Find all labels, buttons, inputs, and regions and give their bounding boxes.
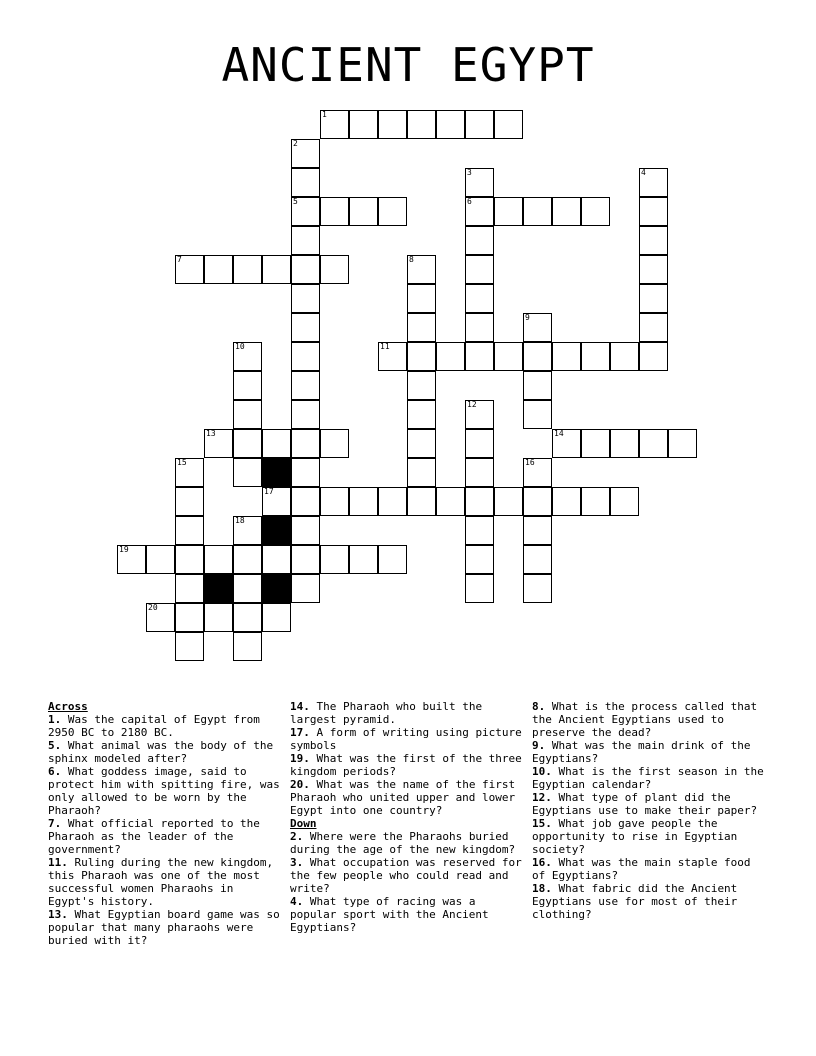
clue-item-text: What occupation was reserved for the few people who could read and write? (290, 856, 522, 895)
clue-item-number: 7. (48, 817, 62, 830)
grid-cell[interactable] (610, 487, 639, 516)
clue-item-text: What Egyptian board game was so popular that many pharaohs were buried with it? (48, 908, 280, 947)
clue-item-number: 12. (532, 791, 552, 804)
grid-cell[interactable] (639, 429, 668, 458)
grid-cell[interactable] (320, 197, 349, 226)
grid-cell[interactable] (552, 487, 581, 516)
page-title: ANCIENT EGYPT (221, 38, 595, 92)
clue-item-text: Where were the Pharaohs buried during the age of the new kingdom? (290, 830, 516, 856)
grid-cell[interactable] (465, 284, 494, 313)
grid-cell[interactable] (407, 371, 436, 400)
grid-cell[interactable] (639, 342, 668, 371)
grid-cell[interactable] (465, 197, 494, 226)
clue-item-number: 15. (532, 817, 552, 830)
grid-cell[interactable] (465, 487, 494, 516)
down-clue-list (290, 830, 526, 934)
clue-item-text: What is the first season in the Egyptian calendar? (532, 765, 764, 791)
grid-cell[interactable] (639, 255, 668, 284)
clues-column-1 (48, 700, 284, 947)
clue-item (290, 830, 526, 856)
grid-cell[interactable] (436, 342, 465, 371)
clue-number: 11 (380, 342, 390, 351)
grid-cell[interactable] (291, 226, 320, 255)
grid-cell[interactable] (465, 313, 494, 342)
grid-cell[interactable] (552, 342, 581, 371)
clue-number: 4 (641, 168, 646, 177)
clue-item-number: 9. (532, 739, 546, 752)
grid-cell[interactable] (465, 458, 494, 487)
clue-item-text: What is the process called that the Ancient Egyptians used to preserve the dead? (532, 700, 758, 739)
grid-cell[interactable] (581, 429, 610, 458)
clue-item-text: A form of writing using picture symbols (290, 726, 522, 752)
clue-item-text: What type of racing was a popular sport with the Ancient Egyptians? (290, 895, 489, 934)
clue-item-text: The Pharaoh who built the largest pyramid. (290, 700, 483, 726)
grid-cell[interactable] (204, 255, 233, 284)
grid-cell[interactable] (349, 110, 378, 139)
clue-item-text: What was the main drink of the Egyptians? (532, 739, 751, 765)
across-heading: Across (48, 700, 88, 713)
clue-item-text: What was the first of the three kingdom periods? (290, 752, 522, 778)
clue-number: 1 (322, 110, 327, 119)
clue-item (48, 765, 284, 817)
grid-cell[interactable] (407, 313, 436, 342)
grid-cell[interactable] (320, 487, 349, 516)
grid-block-cell (262, 516, 291, 545)
clue-item-text: What was the main staple food of Egyptians? (532, 856, 751, 882)
grid-cell[interactable] (639, 197, 668, 226)
grid-cell[interactable] (523, 371, 552, 400)
grid-cell[interactable] (668, 429, 697, 458)
grid-cell[interactable] (378, 197, 407, 226)
grid-cell[interactable] (349, 487, 378, 516)
clue-item (532, 791, 768, 817)
clue-number: 7 (177, 255, 182, 264)
grid-cell[interactable] (291, 139, 320, 168)
clue-item (290, 895, 526, 934)
clue-number: 13 (206, 429, 216, 438)
grid-cell[interactable] (639, 168, 668, 197)
clue-item-number: 3. (290, 856, 304, 869)
grid-cell[interactable] (523, 197, 552, 226)
grid-cell[interactable] (262, 255, 291, 284)
grid-cell[interactable] (523, 342, 552, 371)
clue-item (532, 817, 768, 856)
grid-cell[interactable] (523, 458, 552, 487)
grid-cell[interactable] (175, 574, 204, 603)
grid-cell[interactable] (349, 545, 378, 574)
grid-cell[interactable] (291, 487, 320, 516)
grid-cell[interactable] (378, 342, 407, 371)
clue-item-number: 18. (532, 882, 552, 895)
grid-cell[interactable] (378, 110, 407, 139)
clue-item-text: What fabric did the Ancient Egyptians use for most of their clothing? (532, 882, 738, 921)
grid-cell[interactable] (523, 313, 552, 342)
clue-item-number: 8. (532, 700, 546, 713)
across-clue-list (48, 713, 284, 947)
clue-item-number: 4. (290, 895, 304, 908)
grid-cell[interactable] (291, 545, 320, 574)
grid-cell[interactable] (175, 516, 204, 545)
grid-cell[interactable] (465, 110, 494, 139)
grid-cell[interactable] (465, 400, 494, 429)
clue-item-text: What official reported to the Pharaoh as the leader of the government? (48, 817, 260, 856)
grid-cell[interactable] (465, 545, 494, 574)
grid-cell[interactable] (175, 487, 204, 516)
grid-cell[interactable] (146, 545, 175, 574)
grid-cell[interactable] (494, 110, 523, 139)
grid-cell[interactable] (175, 632, 204, 661)
grid-cell[interactable] (320, 110, 349, 139)
grid-cell[interactable] (233, 632, 262, 661)
clue-item-text: Ruling during the new kingdom, this Pharaoh was one of the most successful women Pharaohs in Egypt's history. (48, 856, 274, 908)
clue-number: 3 (467, 168, 472, 177)
grid-cell[interactable] (233, 574, 262, 603)
grid-cell[interactable] (378, 487, 407, 516)
clue-number: 5 (293, 197, 298, 206)
grid-cell[interactable] (436, 110, 465, 139)
clue-item-number: 19. (290, 752, 310, 765)
clue-item-number: 2. (290, 830, 304, 843)
grid-cell[interactable] (291, 371, 320, 400)
clue-number: 12 (467, 400, 477, 409)
grid-cell[interactable] (523, 487, 552, 516)
clue-item (48, 713, 284, 739)
grid-cell[interactable] (233, 342, 262, 371)
grid-cell[interactable] (175, 458, 204, 487)
clue-item-text: Was the capital of Egypt from 2950 BC to 2180 BC. (48, 713, 260, 739)
clue-item (48, 856, 284, 908)
clue-number: 6 (467, 197, 472, 206)
clue-number: 19 (119, 545, 129, 554)
clue-item-text: What animal was the body of the sphinx modeled after? (48, 739, 274, 765)
clue-number: 2 (293, 139, 298, 148)
clue-number: 18 (235, 516, 245, 525)
grid-cell[interactable] (291, 255, 320, 284)
grid-cell[interactable] (407, 429, 436, 458)
grid-cell[interactable] (610, 429, 639, 458)
clues-column-3 (532, 700, 768, 921)
grid-cell[interactable] (523, 400, 552, 429)
grid-cell[interactable] (407, 110, 436, 139)
grid-cell[interactable] (204, 545, 233, 574)
grid-cell[interactable] (465, 342, 494, 371)
grid-cell[interactable] (117, 545, 146, 574)
clue-item-number: 16. (532, 856, 552, 869)
clue-item-number: 13. (48, 908, 68, 921)
grid-cell[interactable] (291, 400, 320, 429)
grid-cell[interactable] (581, 197, 610, 226)
clue-number: 14 (554, 429, 564, 438)
grid-cell[interactable] (291, 313, 320, 342)
grid-cell[interactable] (465, 429, 494, 458)
grid-cell[interactable] (407, 487, 436, 516)
grid-cell[interactable] (494, 487, 523, 516)
grid-cell[interactable] (407, 400, 436, 429)
across-clue-list-continued (290, 700, 526, 817)
clue-item (290, 752, 526, 778)
grid-block-cell (262, 574, 291, 603)
grid-cell[interactable] (349, 197, 378, 226)
grid-cell[interactable] (204, 429, 233, 458)
grid-cell[interactable] (175, 603, 204, 632)
grid-cell[interactable] (262, 429, 291, 458)
clue-item (532, 856, 768, 882)
grid-cell[interactable] (494, 197, 523, 226)
grid-cell[interactable] (610, 342, 639, 371)
grid-cell[interactable] (262, 603, 291, 632)
grid-cell[interactable] (262, 487, 291, 516)
grid-cell[interactable] (639, 226, 668, 255)
grid-cell[interactable] (523, 545, 552, 574)
clue-item-number: 1. (48, 713, 62, 726)
grid-cell[interactable] (407, 342, 436, 371)
grid-cell[interactable] (465, 226, 494, 255)
grid-cell[interactable] (552, 429, 581, 458)
grid-cell[interactable] (378, 545, 407, 574)
clue-item (290, 700, 526, 726)
clue-item-number: 10. (532, 765, 552, 778)
grid-cell[interactable] (320, 255, 349, 284)
grid-cell[interactable] (465, 516, 494, 545)
grid-cell[interactable] (291, 574, 320, 603)
clue-number: 9 (525, 313, 530, 322)
clue-item-text: What was the name of the first Pharaoh who united upper and lower Egypt into one country? (290, 778, 516, 817)
grid-block-cell (204, 574, 233, 603)
grid-cell[interactable] (291, 284, 320, 313)
grid-cell[interactable] (233, 371, 262, 400)
grid-block-cell (262, 458, 291, 487)
clue-number: 20 (148, 603, 158, 612)
grid-cell[interactable] (291, 168, 320, 197)
grid-cell[interactable] (233, 545, 262, 574)
grid-cell[interactable] (465, 168, 494, 197)
grid-cell[interactable] (407, 458, 436, 487)
grid-cell[interactable] (494, 342, 523, 371)
clue-item (532, 739, 768, 765)
grid-cell[interactable] (436, 487, 465, 516)
clue-item (290, 856, 526, 895)
grid-cell[interactable] (407, 255, 436, 284)
clues-column-2 (290, 700, 526, 934)
grid-cell[interactable] (233, 516, 262, 545)
grid-cell[interactable] (291, 429, 320, 458)
clue-number: 15 (177, 458, 187, 467)
clue-item-number: 6. (48, 765, 62, 778)
grid-cell[interactable] (175, 545, 204, 574)
grid-cell[interactable] (291, 458, 320, 487)
grid-cell[interactable] (262, 545, 291, 574)
grid-cell[interactable] (204, 603, 233, 632)
grid-cell[interactable] (291, 516, 320, 545)
grid-cell[interactable] (175, 255, 204, 284)
clue-item-text: What job gave people the opportunity to rise in Egyptian society? (532, 817, 738, 856)
grid-cell[interactable] (581, 342, 610, 371)
grid-cell[interactable] (465, 255, 494, 284)
grid-cell[interactable] (233, 458, 262, 487)
down-heading: Down (290, 817, 317, 830)
clue-item-number: 11. (48, 856, 68, 869)
grid-cell[interactable] (320, 429, 349, 458)
clue-item-number: 14. (290, 700, 310, 713)
down-clue-list-continued (532, 700, 768, 921)
grid-cell[interactable] (523, 574, 552, 603)
clue-item (290, 778, 526, 817)
clue-number: 17 (264, 487, 274, 496)
grid-cell[interactable] (146, 603, 175, 632)
grid-cell[interactable] (291, 197, 320, 226)
clue-item (532, 882, 768, 921)
grid-cell[interactable] (407, 284, 436, 313)
grid-cell[interactable] (581, 487, 610, 516)
grid-cell[interactable] (320, 545, 349, 574)
clue-number: 16 (525, 458, 535, 467)
grid-cell[interactable] (233, 400, 262, 429)
clue-number: 8 (409, 255, 414, 264)
grid-cell[interactable] (233, 603, 262, 632)
grid-cell[interactable] (233, 429, 262, 458)
clue-item-text: What type of plant did the Egyptians use to make their paper? (532, 791, 758, 817)
clue-item-number: 20. (290, 778, 310, 791)
clue-item (48, 817, 284, 856)
grid-cell[interactable] (523, 516, 552, 545)
clue-item-text: What goddess image, said to protect him with spitting fire, was only allowed to be worn by the Pharaoh? (48, 765, 280, 817)
clue-item (48, 739, 284, 765)
clue-item (290, 726, 526, 752)
grid-cell[interactable] (465, 574, 494, 603)
grid-cell[interactable] (639, 284, 668, 313)
clue-number: 10 (235, 342, 245, 351)
clue-item-number: 17. (290, 726, 310, 739)
grid-cell[interactable] (291, 342, 320, 371)
grid-cell[interactable] (233, 255, 262, 284)
clue-item (532, 765, 768, 791)
clue-item (532, 700, 768, 739)
clue-item-number: 5. (48, 739, 62, 752)
grid-cell[interactable] (552, 197, 581, 226)
grid-cell[interactable] (639, 313, 668, 342)
clue-item (48, 908, 284, 947)
